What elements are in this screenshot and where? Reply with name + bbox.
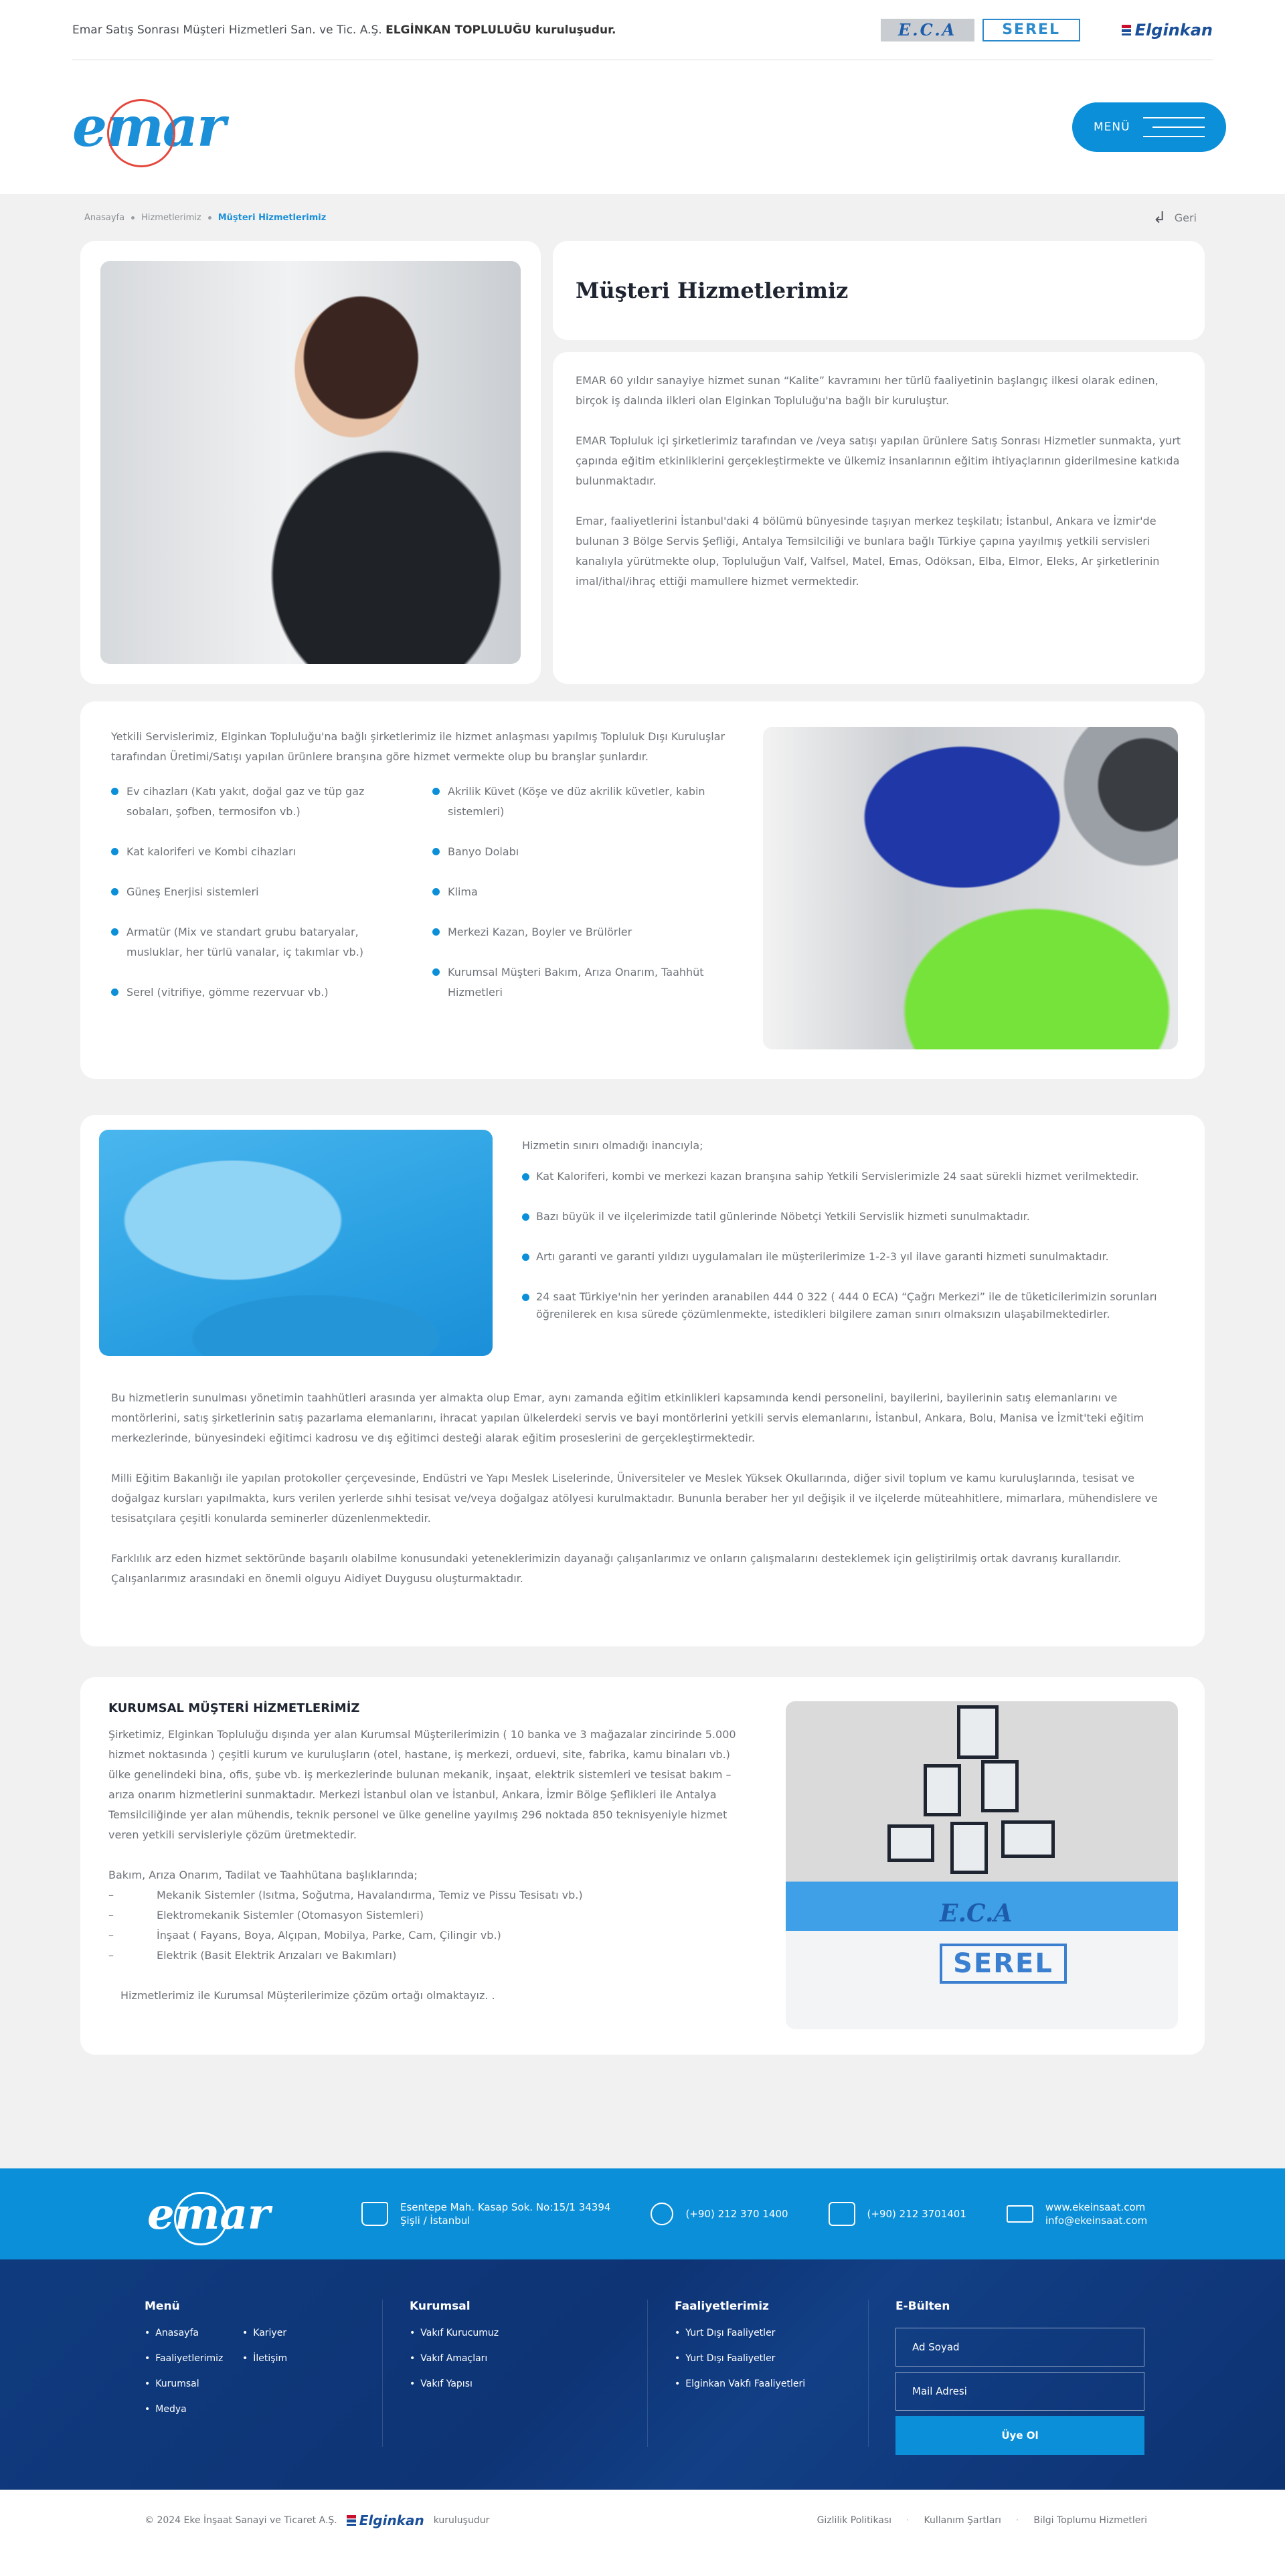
office-reception-photo: [786, 1701, 1178, 2029]
list-item: – İnşaat ( Fayans, Boya, Alçıpan, Mobilya, Parke, Cam, Çilingir vb.): [108, 1929, 501, 1942]
elginkan-mark-icon: [1122, 25, 1131, 35]
serel-logo[interactable]: SEREL: [982, 19, 1080, 41]
bullet-icon: [432, 968, 440, 976]
group-note: Emar Satış Sonrası Müşteri Hizmetleri San. ve Tic. A.Ş. ELGİNKAN TOPLULUĞU kuruluşudur.: [72, 23, 616, 37]
breadcrumb-separator-icon: [131, 216, 135, 220]
certificate-frame: [1001, 1820, 1055, 1858]
technician-photo: [763, 727, 1178, 1049]
fax: (+90) 212 3701401: [829, 2202, 966, 2226]
intro-paragraph: EMAR 60 yıldır sanayiye hizmet sunan “Kalite” kavramını her türlü faaliyetinin başlangıç ilkesi olarak edinen, birçok iş dalında ilkleri olan Elginkan Topluluğu'na bağlı bir kuruluştur.: [576, 374, 1159, 407]
elginkan-logo[interactable]: Elginkan: [1122, 21, 1213, 39]
privacy-link[interactable]: Gizlilik Politikası: [817, 2515, 892, 2526]
footer-link[interactable]: • Anasayfa: [145, 2328, 242, 2338]
elginkan-mark-icon: [347, 2515, 356, 2526]
eca-logo[interactable]: E.C.A: [881, 19, 974, 41]
bullet-icon: [522, 1213, 529, 1221]
list-item: Ev cihazları (Katı yakıt, doğal gaz ve tüp gaz sobaları, şofben, termosifon vb.): [111, 782, 406, 822]
info-society-link[interactable]: Bilgi Toplumu Hizmetleri: [1033, 2515, 1147, 2526]
footer-navigation: [0, 2259, 1285, 2490]
breadcrumb-services[interactable]: Hizmetlerimiz: [141, 212, 201, 223]
breadcrumb-home[interactable]: Anasayfa: [84, 212, 125, 223]
site-header: [0, 60, 1285, 194]
footer-link[interactable]: • Medya: [145, 2404, 242, 2415]
list-item: Artı garanti ve garanti yıldızı uygulamaları ile müşterilerimize 1-2-3 yıl ilave garanti hizmeti sunulmaktadır.: [522, 1248, 1186, 1266]
intro-paragraph: Emar, faaliyetlerini İstanbul'daki 4 bölümü bünyesinde taşıyan merkez teşkilatı; İstanbul, Ankara ve İzmir'de bulunan 3 Bölge Servis Şefliği, Antalya Temsilciliği ve bunlara bağlı Türkiye çapına yayılmış yetkili servisleri kanalıyla yürütmekte olup, Topluluğun Valf, Valfsel, Matel, Emas, Odöksan, Elba, Elmor, Eleks, Ar şirketlerinin imal/ithal/ihraç ettiği mamullere hizmet vermektedir.: [576, 515, 1160, 588]
fax-icon: [829, 2202, 855, 2226]
intro-paragraph: EMAR Topluluk içi şirketlerimiz tarafından ve /veya satışı yapılan ürünlere Satış Sonrası Hizmetler sunmakta, yurt çapında eğitim etkinliklerini gerçekleştirmekte ve ülkemiz insanlarının eğitim ihtiyaçlarının giderilmesine katkıda bulunmaktadır.: [576, 434, 1181, 487]
bullet-icon: [432, 928, 440, 936]
subscribe-button[interactable]: Üye Ol: [895, 2416, 1144, 2455]
list-item: – Elektromekanik Sistemler (Otomasyon Sistemleri): [108, 1909, 424, 1921]
bottom-elginkan-logo[interactable]: Elginkan: [347, 2512, 424, 2528]
list-item: – Elektrik (Basit Elektrik Arızaları ve Bakımları): [108, 1949, 397, 1962]
bullet-icon: [432, 888, 440, 895]
footer-link[interactable]: • İletişim: [242, 2353, 329, 2364]
services-section: [80, 701, 1205, 1079]
partner-logos: [881, 19, 1213, 41]
footer-emar-logo[interactable]: emar: [147, 2189, 361, 2239]
corporate-title: KURUMSAL MÜŞTERİ HİZMETLERİMİZ: [108, 1701, 360, 1715]
certificate-frame: [924, 1764, 961, 1816]
list-item: Merkezi Kazan, Boyler ve Brülörler: [432, 922, 727, 942]
footer-logo-ring-icon: [174, 2192, 228, 2245]
footer-link[interactable]: • Yurt Dışı Faaliyetler: [675, 2328, 841, 2338]
belief-paragraph: Bu hizmetlerin sunulması yönetimin taahhütleri arasında yer almakta olup Emar, aynı zamanda eğitim etkinlikleri kapsamında kendi personelini, bayilerini, bayilerinin satış elemanlarını ve montörlerini, satış şirketlerinin satış pazarlama elemanlarını, ihracat yapılan ülkelerdeki servis ve bayi montörlerini yetkili servis elemanlarını, İstanbul, Ankara, Bolu, Manisa ve İzmit'teki eğitim merkezlerinde, bünyesindeki eğitimci kadrosu ve dış eğitimci desteği alarak eğitim proseslerini de gerçekleştirmektedir.: [111, 1391, 1144, 1444]
web-and-email[interactable]: www.ekeinsaat.com info@ekeinsaat.com: [1007, 2201, 1147, 2227]
phone-icon: [651, 2203, 673, 2225]
corporate-closing: Hizmetlerimiz ile Kurumsal Müşterilerimize çözüm ortağı olmaktayız. .: [120, 1989, 495, 2002]
corporate-paragraph: Şirketimiz, Elginkan Topluluğu dışında yer alan Kurumsal Müşterilerimizin ( 10 banka ve 3 mağazalar zincirinde 5.000 hizmet noktasında ) çeşitli kurum ve kuruluşların (otel, hastane, iş merkezi, orduevi, site, fabrika, kamu binaları vb.) ülke genelindeki bina, ofis, şube vb. iş merkezlerinde bulunan mekanik, inşaat, elektrik sistemleri ve tesisat bakım – arıza onarım hizmetlerini sunmaktadır. Merkezi İstanbul olan ve İstanbul, Ankara, İzmir Bölge Şeflikleri ile Antalya Temsilciliğinde yer alan mühendis, teknik personel ve ülke geneline yayılmış 296 noktada 850 teknisyeniyle hizmet veren yetkili servisleriyle çözüm üretmektedir.: [108, 1728, 736, 1841]
belief-paragraph: Farklılık arz eden hizmet sektöründe başarılı olabilme konusundaki yeteneklerimizin dayanağı çalışanlarımız ve onların çalışmalarını desteklemek için geliştirilmiş ortak davranış kurallarıdır. Çalışanlarımız arasındaki en önemli olguyu Aidiyet Duygusu oluşturmaktadır.: [111, 1552, 1122, 1585]
logo-ring-icon: [107, 99, 175, 167]
corporate-section: [80, 1677, 1205, 2055]
copyright: © 2024 Eke İnşaat Sanayi ve Ticaret A.Ş.: [145, 2515, 337, 2526]
breadcrumb-current: Müşteri Hizmetlerimiz: [218, 212, 327, 223]
services-intro: Yetkili Servislerimiz, Elginkan Topluluğu'na bağlı şirketlerimiz ile hizmet anlaşması yapılmış Topluluk Dışı Kuruluşlar tarafından Üretimi/Satışı yapılan ürünlere branşına göre hizmet vermekte olup bu branşlar şunlardır.: [111, 730, 725, 763]
list-item: Armatür (Mix ve standart grubu bataryalar, musluklar, her türlü vanalar, iç takımlar vb.): [111, 922, 406, 962]
hamburger-icon: [1143, 117, 1205, 137]
belief-lead: Hizmetin sınırı olmadığı inancıyla;: [522, 1139, 703, 1152]
footer-contact-band: [0, 2168, 1285, 2259]
belief-paragraph: Milli Eğitim Bakanlığı ile yapılan protokoller çerçevesinde, Endüstri ve Yapı Meslek Liselerinde, Üniversiteler ve Meslek Yüksek Okullarında, diğer sivil toplum ve kamu kuruluşlarında, tesisat ve doğalgaz kursları yapılmakta, kurs verilen yerlerde sıhhi tesisat ve/veya doğalgaz atölyesi kurulmaktadır. Bununla beraber her yıl değişik il ve ilçelerde müteahhitlere, mimarlara, mühendislere ve tesisatçılara çeşitli konularda seminerler düzenlenmektedir.: [111, 1472, 1158, 1525]
blue-bedroom-photo: [99, 1130, 493, 1356]
belief-list: [522, 1168, 1186, 1323]
house-icon: [361, 2202, 388, 2226]
main-content: [0, 194, 1285, 2168]
footer-menu-column: Menü • Anasayfa • Kariyer • Faaliyetlerimiz • İletişim • Kurumsal • Medya: [145, 2300, 383, 2447]
address: Esentepe Mah. Kasap Sok. No:15/1 34394 Şişli / İstanbul: [361, 2201, 610, 2227]
list-item: Kurumsal Müşteri Bakım, Arıza Onarım, Taahhüt Hizmetleri: [432, 962, 727, 1003]
bullet-icon: [522, 1254, 529, 1261]
breadcrumb-separator-icon: [208, 216, 211, 220]
bullet-icon: [522, 1294, 529, 1301]
page-title: Müşteri Hizmetlerimiz: [576, 278, 849, 303]
services-list-right: [432, 782, 727, 1023]
certificate-frame: [887, 1824, 934, 1862]
serel-desk-sign: SEREL: [940, 1944, 1067, 1984]
footer-corporate-column: Kurumsal • Vakıf Kurucumuz • Vakıf Amaçları • Vakıf Yapısı: [410, 2300, 648, 2447]
footer-link[interactable]: • Kurumsal: [145, 2379, 242, 2389]
bullet-icon: [432, 848, 440, 855]
corporate-list-lead: Bakım, Arıza Onarım, Tadilat ve Taahhütana başlıklarında;: [108, 1869, 418, 1881]
top-bar: [0, 0, 1285, 60]
list-item: Akrilik Küvet (Köşe ve düz akrilik küvetler, kabin sistemleri): [432, 782, 727, 822]
emar-logo[interactable]: emar: [72, 95, 224, 159]
intro-image-card: [80, 241, 541, 684]
wall-eca-logo: E.C.A: [940, 1899, 1013, 1927]
intro-text-card: [553, 352, 1205, 684]
bullet-icon: [522, 1173, 529, 1181]
menu-label: MENÜ: [1094, 120, 1130, 134]
services-list-left: [111, 782, 406, 1023]
certificate-frame: [950, 1822, 988, 1874]
bullet-icon: [111, 888, 118, 895]
bullet-icon: [432, 788, 440, 795]
footer-link[interactable]: • Vakıf Amaçları: [410, 2353, 620, 2364]
breadcrumb: [84, 213, 326, 223]
name-field[interactable]: [895, 2328, 1144, 2367]
list-item: Bazı büyük il ve ilçelerimizde tatil günlerinde Nöbetçi Yetkili Servislik hizmeti sunulmaktadır.: [522, 1208, 1186, 1225]
intro-section: [80, 241, 1205, 684]
back-arrow-icon: ↲: [1152, 208, 1167, 227]
footer-link[interactable]: • Elginkan Vakfı Faaliyetleri: [675, 2379, 841, 2389]
portrait-frame: [957, 1705, 999, 1759]
footer-activities-column: Faaliyetlerimiz • Yurt Dışı Faaliyetler • Yurt Dışı Faaliyetler • Elginkan Vakfı Faaliyetleri: [675, 2300, 869, 2447]
newsletter-form: E-Bülten Ad Soyad Mail Adresi Üye Ol: [895, 2300, 1144, 2490]
email-field[interactable]: [895, 2372, 1144, 2411]
back-link[interactable]: ↲ Geri: [1152, 208, 1197, 227]
list-item: Kat Kaloriferi, kombi ve merkezi kazan branşına sahip Yetkili Servislerimizle 24 saat sürekli hizmet verilmektedir.: [522, 1168, 1186, 1185]
footer-link[interactable]: • Kariyer: [242, 2328, 329, 2338]
list-item: Serel (vitrifiye, gömme rezervuar vb.): [111, 982, 406, 1003]
bullet-icon: [111, 989, 118, 996]
bullet-icon: [111, 848, 118, 855]
certificate-frame: [981, 1760, 1019, 1812]
belief-section: [80, 1115, 1205, 1646]
phone[interactable]: (+90) 212 370 1400: [651, 2203, 788, 2225]
title-card: [553, 241, 1205, 340]
legal-links: Gizlilik Politikası · Kullanım Şartları · Bilgi Toplumu Hizmetleri: [817, 2515, 1147, 2526]
bottom-bar: © 2024 Eke İnşaat Sanayi ve Ticaret A.Ş. Elginkan kuruluşudur Gizlilik Politikası · Kullanım Şartları · Bilgi Toplumu Hizmetleri: [0, 2490, 1285, 2551]
customer-service-photo: [100, 261, 521, 664]
footer-link[interactable]: • Yurt Dışı Faaliyetler: [675, 2353, 841, 2364]
list-item: Klima: [432, 882, 727, 902]
bullet-icon: [111, 788, 118, 795]
footer-link[interactable]: • Faaliyetlerimiz: [145, 2353, 242, 2364]
list-item: 24 saat Türkiye'nin her yerinden aranabilen 444 0 322 ( 444 0 ECA) “Çağrı Merkezi” ile de tüketicilerimizin sorunları öğrenilerek en kısa sürede çözümlenmekte, istedikleri bilgilere zaman sınırı olmaksızın ulaşabilmektedirler.: [522, 1288, 1186, 1323]
terms-link[interactable]: Kullanım Şartları: [924, 2515, 1001, 2526]
footer-link[interactable]: • Vakıf Kurucumuz: [410, 2328, 620, 2338]
corporate-list: [108, 1885, 744, 1966]
list-item: – Mekanik Sistemler (Isıtma, Soğutma, Havalandırma, Temiz ve Pissu Tesisatı vb.): [108, 1889, 583, 1901]
footer-link[interactable]: • Vakıf Yapısı: [410, 2379, 620, 2389]
list-item: Güneş Enerjisi sistemleri: [111, 882, 406, 902]
list-item: Kat kaloriferi ve Kombi cihazları: [111, 842, 406, 862]
menu-button[interactable]: [1072, 102, 1226, 152]
list-item: Banyo Dolabı: [432, 842, 727, 862]
bullet-icon: [111, 928, 118, 936]
mail-icon: [1007, 2205, 1033, 2223]
